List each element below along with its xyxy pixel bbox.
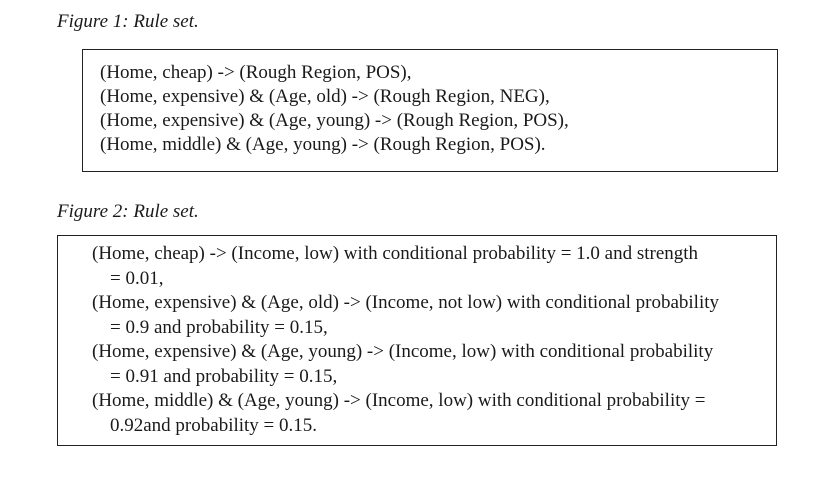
figure-1-rule: (Home, middle) & (Age, young) -> (Rough Region, POS). xyxy=(100,134,546,155)
figure-1-rule-box xyxy=(82,49,778,172)
rule-text: (Home, expensive) & (Age, young) -> (Income, low) with conditional probability xyxy=(92,341,714,362)
figure-2-rule xyxy=(92,291,776,340)
figure-2-rule-box xyxy=(57,235,777,446)
figure-2-rule xyxy=(92,389,776,438)
rule-text: (Home, expensive) & (Age, old) -> (Income, not low) with conditional probability xyxy=(92,292,720,313)
figure-2-caption: Figure 2: Rule set. xyxy=(57,201,199,222)
rule-text: (Home, cheap) -> (Income, low) with conditional probability = 1.0 and strength xyxy=(92,243,699,264)
figure-1-rule: (Home, expensive) & (Age, young) -> (Rough Region, POS), xyxy=(100,110,569,131)
rule-text-continuation: = 0.9 and probability = 0.15, xyxy=(110,316,328,338)
rule-text: (Home, middle) & (Age, young) -> (Income, low) with conditional probability = xyxy=(92,390,706,411)
rule-text-continuation: 0.92and probability = 0.15. xyxy=(110,414,318,436)
figure-2-rule-list xyxy=(92,242,776,438)
figure-1-rule: (Home, cheap) -> (Rough Region, POS), xyxy=(100,62,412,83)
figure-1-caption: Figure 1: Rule set. xyxy=(57,11,199,32)
rule-text-continuation: = 0.91 and probability = 0.15, xyxy=(110,365,338,387)
figure-2-rule xyxy=(92,242,776,291)
figure-1-rule-list xyxy=(100,61,777,157)
figure-2-rule xyxy=(92,340,776,389)
figure-1-rule: (Home, expensive) & (Age, old) -> (Rough Region, NEG), xyxy=(100,86,550,107)
rule-text-continuation: = 0.01, xyxy=(110,267,164,289)
